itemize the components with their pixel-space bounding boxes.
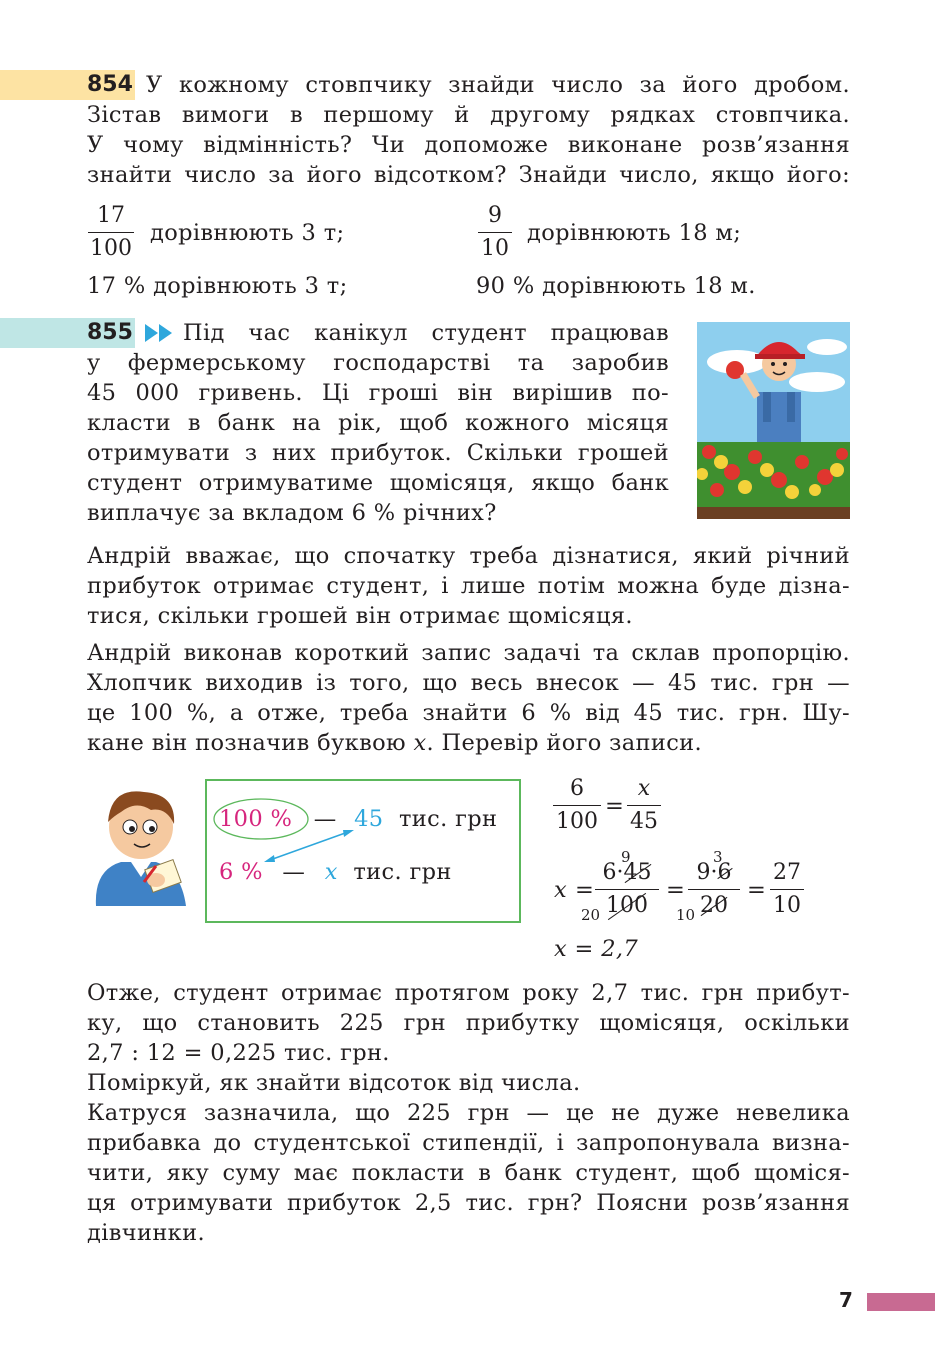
- para2-line-2: Хлопчик виходив із того, що весь внесок — 45 тис. грн —: [87, 670, 850, 696]
- para5-line-5: дівчинки.: [87, 1220, 205, 1246]
- task-855-line-5: отримувати з них прибуток. Скільки грошей: [87, 440, 669, 466]
- double-arrow-icon: [145, 324, 175, 342]
- page-number: 7: [839, 1288, 853, 1312]
- calc-f3-den: 10: [773, 893, 801, 918]
- calc-f1-den-small: 20: [581, 906, 601, 924]
- boy-writing-illustration: [86, 782, 196, 906]
- box-row1-dash: —: [313, 806, 337, 832]
- calc-equals-3: =: [747, 877, 767, 903]
- calc-x: x: [554, 877, 568, 903]
- calc-fraction-1: [595, 860, 659, 919]
- task-855-line-7: виплачує за вкладом 6 % річних?: [87, 500, 497, 526]
- task-855-line-3: 45 000 гривень. Ці гроші він вирішив по-: [87, 380, 669, 406]
- box-row2-unit: тис. грн: [353, 859, 452, 885]
- fraction-17-100: [88, 203, 134, 262]
- fraction-denominator: 100: [90, 236, 132, 261]
- calc-f1-num-small: 9: [621, 848, 631, 866]
- task-854-line-4: знайти число за його відсотком? Знайди число, якщо його:: [87, 162, 850, 188]
- para1-line-2: прибуток отримає студент, і лише потім можна буде дізна-: [87, 573, 850, 599]
- calc-equals-1: =: [575, 877, 595, 903]
- box-row-2: [219, 857, 452, 887]
- fraction-denominator: 10: [481, 236, 509, 261]
- box-row2-dash: —: [282, 859, 306, 885]
- task-854-number: 854: [87, 72, 133, 97]
- calc-f2-num-b: 6: [717, 860, 732, 885]
- prop-den-2: 45: [630, 809, 658, 834]
- calc-equals-2: =: [666, 877, 686, 903]
- para3-line-1: Отже, студент отримає протягом року 2,7 тис. грн прибут-: [87, 980, 850, 1006]
- calc-f3-num: 27: [773, 860, 801, 885]
- task-854-line-1: У кожному стовпчику знайди число за його дробом.: [146, 72, 850, 98]
- calc-f1-num-a: 6·: [602, 860, 624, 885]
- calc-f1-num-b: 45: [623, 860, 652, 885]
- prop-num-2: x: [637, 776, 651, 801]
- task-855-line-6: студент отримуватиме щомісяця, якщо банк: [87, 470, 669, 496]
- col1-percent-text: 17 % дорівнюють 3 т;: [87, 273, 348, 299]
- box-row1-percent: 100 %: [219, 806, 293, 832]
- para2-line-3: це 100 %, а отже, треба знайти 6 % від 45 тис. грн. Шу-: [87, 700, 850, 726]
- para5-line-3: чити, яку суму має покласти в банк студент, щоб щоміся-: [87, 1160, 850, 1186]
- box-row-1: [219, 804, 497, 834]
- para4: Поміркуй, як знайти відсоток від числа.: [87, 1070, 581, 1096]
- calc-f2-den-small: 10: [676, 906, 696, 924]
- col1-fraction-text: дорівнюють 3 т;: [150, 220, 345, 246]
- para1-line-3: тися, скільки грошей він отримає щомісяця.: [87, 603, 633, 629]
- farmer-illustration: [697, 322, 850, 519]
- fraction-9-10: [478, 203, 512, 262]
- task-854-line-2: Зістав вимоги в першому й другому рядках стовпчика.: [87, 102, 850, 128]
- para2-line-1: Андрій виконав короткий запис задачі та склав пропорцію.: [87, 640, 850, 666]
- col2-fraction-text: дорівнюють 18 м;: [527, 220, 742, 246]
- para5-line-2: прибавка до студентської стипендії, і запропонувала визна-: [87, 1130, 850, 1156]
- para5-line-4: ця отримувати прибуток 2,5 тис. грн? Поясни розв’язання: [87, 1190, 850, 1216]
- para2-tail: . Перевір його записи.: [426, 730, 703, 756]
- box-row2-percent: 6 %: [219, 859, 263, 885]
- task-855-line-2: у фермерському господарстві та заробив: [87, 350, 669, 376]
- prop-fraction-1: [553, 776, 601, 835]
- prop-equals: =: [605, 793, 625, 819]
- calc-f1-den: 100: [606, 893, 648, 918]
- prop-fraction-2: [627, 776, 661, 835]
- prop-num-1: 6: [570, 776, 584, 801]
- fraction-numerator: 17: [97, 203, 125, 228]
- box-row1-unit: тис. грн: [398, 806, 498, 832]
- box-row1-value: 45: [354, 806, 384, 832]
- calc-fraction-2: [688, 860, 740, 919]
- para2-line-4: [87, 728, 702, 758]
- para2-variable: x: [413, 730, 427, 756]
- para3-line-3: 2,7 : 12 = 0,225 тис. грн.: [87, 1040, 390, 1066]
- para2-line-4-text: кане він позначив буквою: [87, 730, 406, 756]
- fraction-numerator: 9: [488, 203, 502, 228]
- col2-percent-text: 90 % дорівнюють 18 м.: [476, 273, 756, 299]
- para5-line-1: Катруся зазначила, що 225 грн — це не дуже невелика: [87, 1100, 850, 1126]
- calc-fraction-3: [770, 860, 804, 919]
- task-855-line-4: класти в банк на рік, щоб кожного місяця: [87, 410, 669, 436]
- calc-f2-num-small: 3: [713, 848, 723, 866]
- page-number-bar: [867, 1293, 935, 1311]
- task-855-number: 855: [87, 320, 133, 345]
- task-854-line-3: У чому відмінність? Чи допоможе виконане розв’язання: [87, 132, 850, 158]
- para3-line-2: ку, що становить 225 грн прибутку щомісяця, оскільки: [87, 1010, 850, 1036]
- calc-result: x = 2,7: [554, 936, 639, 962]
- prop-den-1: 100: [556, 809, 598, 834]
- box-row2-value: x: [324, 859, 338, 885]
- para1-line-1: Андрій вважає, що спочатку треба дізнатися, який річний: [87, 543, 850, 569]
- calc-f2-den: 20: [700, 893, 728, 918]
- calc-f2-num-a: 9·: [696, 860, 718, 885]
- task-855-line-1: Під час канікул студент працював: [183, 320, 669, 346]
